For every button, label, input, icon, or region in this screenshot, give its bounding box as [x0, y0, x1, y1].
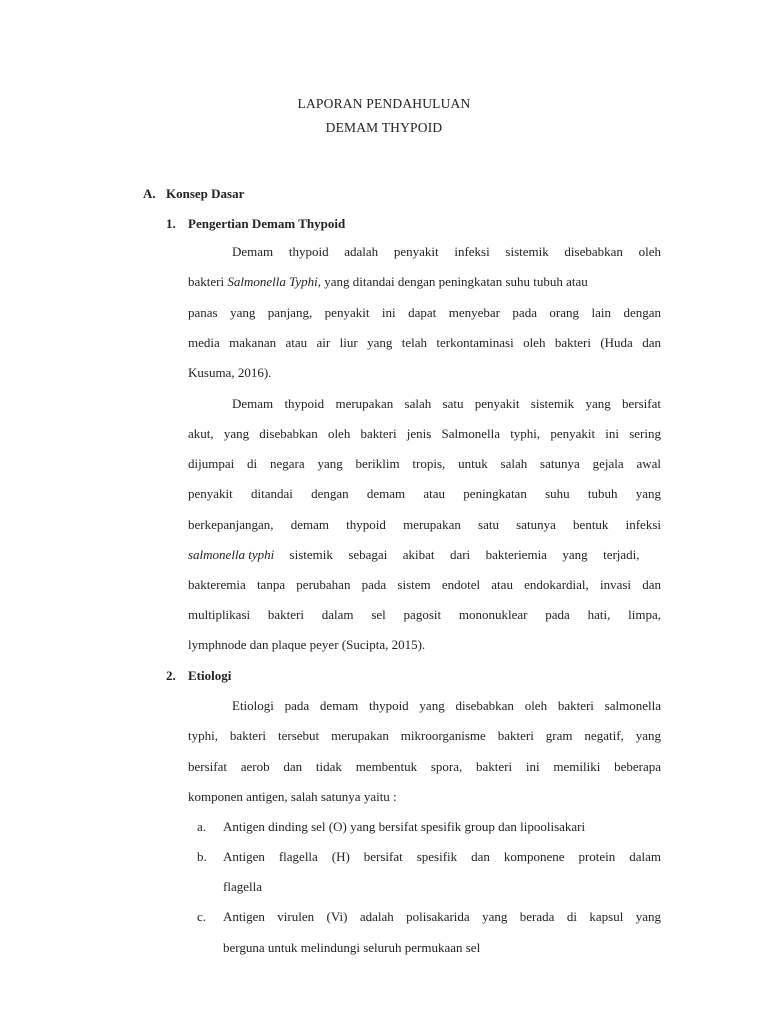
list-item-a-marker: a.: [197, 819, 207, 834]
paragraph-2-line-8: multiplikasi bakteri dalam sel pagosit mononuklear pada hati, limpa,: [188, 607, 661, 622]
subsection-1-heading: Pengertian Demam Thypoid: [188, 216, 346, 231]
list-item-c-line-2: berguna untuk melindungi seluruh permukaan sel: [223, 940, 481, 955]
paragraph-2-line-6: [188, 547, 661, 563]
paragraph-2-line-7: bakteremia tanpa perubahan pada sistem endotel atau endokardial, invasi dan: [188, 577, 661, 592]
paragraph-2-line-2: akut, yang disebabkan oleh bakteri jenis Salmonella typhi, penyakit ini sering: [188, 426, 661, 441]
section-a-heading: Konsep Dasar: [166, 186, 245, 201]
paragraph-1-line-4: media makanan atau air liur yang telah terkontaminasi oleh bakteri (Huda dan: [188, 335, 661, 350]
report-title: LAPORAN PENDAHULUAN: [297, 96, 471, 111]
paragraph-1-line-2-rest: yang ditandai dengan peningkatan suhu tubuh atau: [324, 274, 588, 289]
paragraph-2-line-6-rest: sistemik sebagai akibat dari bakteriemia yang terjadi,: [289, 547, 640, 562]
section-a-marker: A.: [143, 186, 156, 201]
salmonella-typhi-italic: Salmonella Typhi,: [227, 274, 321, 289]
paragraph-1-line-5: Kusuma, 2016).: [188, 365, 272, 380]
report-subtitle: DEMAM THYPOID: [325, 120, 443, 135]
paragraph-3-line-2: typhi, bakteri tersebut merupakan mikroorganisme bakteri gram negatif, yang: [188, 728, 661, 743]
subsection-2-marker: 2.: [166, 668, 176, 683]
paragraph-3-line-4: komponen antigen, salah satunya yaitu :: [188, 789, 397, 804]
paragraph-1-line-2: [188, 274, 661, 290]
paragraph-1-line-1: Demam thypoid adalah penyakit infeksi sistemik disebabkan oleh: [232, 244, 661, 259]
paragraph-2-line-4: penyakit ditandai dengan demam atau peningkatan suhu tubuh yang: [188, 486, 661, 501]
paragraph-1-line-3: panas yang panjang, penyakit ini dapat menyebar pada orang lain dengan: [188, 305, 661, 320]
paragraph-2-line-9: lymphnode dan plaque peyer (Sucipta, 2015).: [188, 637, 426, 652]
salmonella-typhi-italic-2: salmonella typhi: [188, 547, 275, 562]
paragraph-2-line-1: Demam thypoid merupakan salah satu penyakit sistemik yang bersifat: [232, 396, 661, 411]
list-item-b-marker: b.: [197, 849, 207, 864]
list-item-c-line-1: Antigen virulen (Vi) adalah polisakarida yang berada di kapsul yang: [223, 909, 661, 924]
paragraph-2-line-3: dijumpai di negara yang beriklim tropis, untuk salah satunya gejala awal: [188, 456, 661, 471]
list-item-b-line-1: Antigen flagella (H) bersifat spesifik dan komponene protein dalam: [223, 849, 661, 864]
list-item-c-marker: c.: [197, 909, 207, 924]
paragraph-3-line-3: bersifat aerob dan tidak membentuk spora, bakteri ini memiliki beberapa: [188, 759, 661, 774]
list-item-a-line-1: Antigen dinding sel (O) yang bersifat spesifik group dan lipoolisakari: [223, 819, 586, 834]
paragraph-3-line-1: Etiologi pada demam thypoid yang disebabkan oleh bakteri salmonella: [232, 698, 661, 713]
paragraph-2-line-5: berkepanjangan, demam thypoid merupakan satu satunya bentuk infeksi: [188, 517, 661, 532]
paragraph-1-line-2-prefix: bakteri: [188, 274, 225, 289]
subsection-2-heading: Etiologi: [188, 668, 232, 683]
subsection-1-marker: 1.: [166, 216, 176, 231]
list-item-b-line-2: flagella: [223, 879, 262, 894]
